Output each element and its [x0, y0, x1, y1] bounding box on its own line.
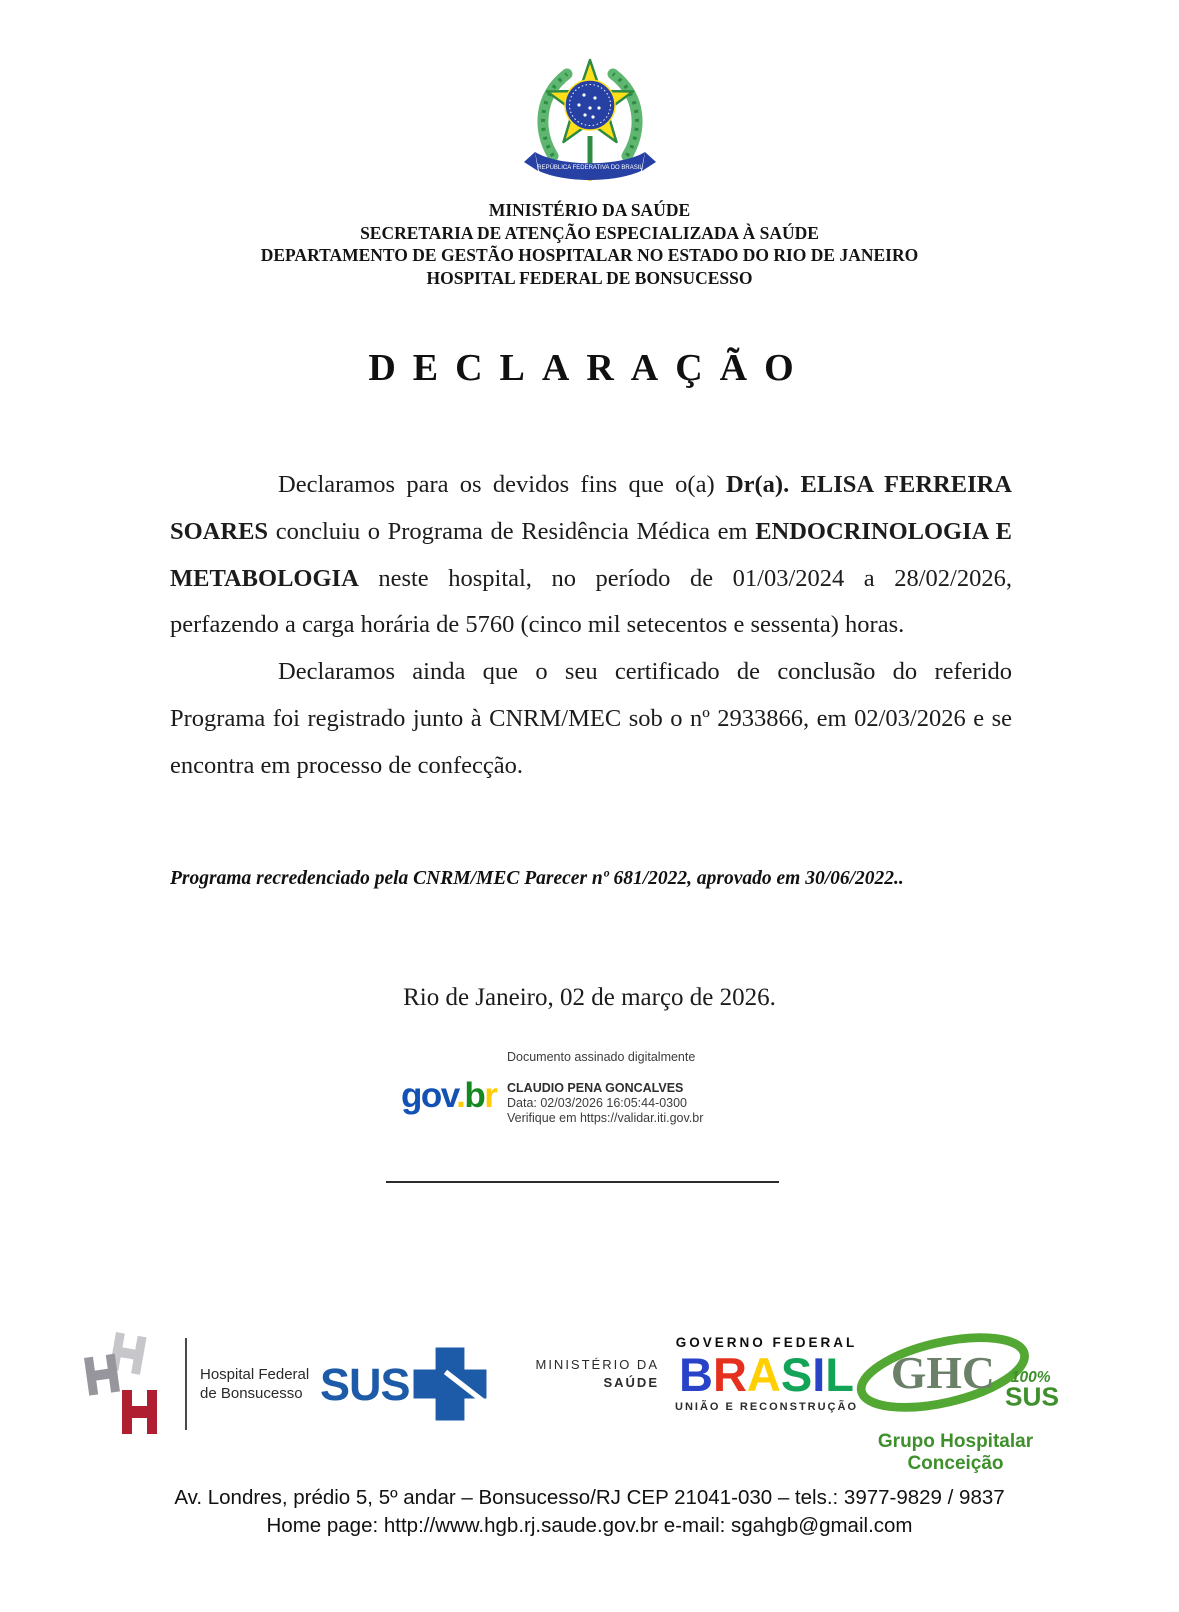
brasil-letter-r: R — [712, 1348, 747, 1401]
letterhead — [0, 199, 1179, 289]
letterhead-line-departamento: DEPARTAMENTO DE GESTÃO HOSPITALAR NO ESTADO DO RIO DE JANEIRO — [260, 245, 919, 265]
hfb-label-line1: Hospital Federal — [200, 1366, 310, 1383]
document-body — [170, 462, 1012, 790]
ghc-sus-label: SUS — [1005, 1381, 1058, 1412]
letterhead-line-secretaria: SECRETARIA DE ATENÇÃO ESPECIALIZADA À SAÚDE — [360, 222, 819, 243]
ghc-pct-label: 100% — [1010, 1369, 1051, 1387]
paragraph-2: Declaramos ainda que o seu certificado de conclusão do referido Programa foi registrado junto à CNRM/MEC sob o nº 2933866, em 02/03/2026 e se encontra em processo de confecção. — [170, 658, 1012, 779]
footer-address — [0, 1484, 1179, 1540]
govbr-logo-gov: gov — [401, 1076, 457, 1115]
brasil-letter-a: A — [746, 1348, 781, 1401]
document-title: DECLARAÇÃO — [368, 347, 811, 389]
ministry-label — [527, 1356, 659, 1392]
brasil-wordmark-block — [675, 1335, 858, 1413]
uniao-reconstrucao-label: UNIÃO E RECONSTRUÇÃO — [675, 1401, 859, 1413]
sus-logo — [320, 1346, 488, 1422]
hfb-cube-icon — [80, 1328, 172, 1440]
signature-verify-url: Verifique em https://validar.iti.gov.br — [507, 1111, 704, 1125]
p1-text-3: neste hospital, no período de 01/03/2024 a 28/02/2026, perfazendo a carga horária de 5760 (cinco mil setecentos e sessenta) horas. — [170, 564, 1012, 639]
ministry-line2: SAÚDE — [603, 1375, 659, 1390]
signature-digitally-signed-label: Documento assinado digitalmente — [507, 1050, 696, 1064]
signature-signer-name: CLAUDIO PENA GONCALVES — [507, 1081, 684, 1095]
hfb-label — [200, 1365, 309, 1403]
p1-text-2: concluiu o Programa de Residência Médica em — [268, 517, 756, 545]
brazil-coat-of-arms-icon — [515, 50, 665, 192]
p1-text-1: Declaramos para os devidos fins que o(a) — [278, 471, 726, 498]
hfb-label-line2: de Bonsucesso — [200, 1385, 303, 1402]
accreditation-note: Programa recredenciado pela CNRM/MEC Parecer nº 681/2022, aprovado em 30/06/2022.. — [170, 868, 904, 889]
ghc-acronym: GHC — [890, 1347, 995, 1399]
ghc-group-label: Grupo Hospitalar Conceição — [877, 1431, 1034, 1474]
brasil-letter-s: S — [780, 1348, 813, 1401]
govbr-logo-dot: . — [456, 1076, 465, 1115]
signature-line — [386, 1181, 779, 1183]
signature-date: Data: 02/03/2026 16:05:44-0300 — [507, 1096, 688, 1110]
paragraph-1 — [170, 462, 1012, 649]
brasil-letter-i: I — [812, 1348, 826, 1401]
footer-address-line2: Home page: http://www.hgb.rj.saude.gov.br e-mail: sgahgb@gmail.com — [266, 1514, 913, 1537]
date-line: Rio de Janeiro, 02 de março de 2026. — [403, 984, 776, 1011]
govbr-logo-r: r — [484, 1076, 497, 1115]
sus-logo-text: SUS — [320, 1358, 410, 1410]
sus-cross-icon — [412, 1346, 488, 1422]
brasil-letter-b: B — [679, 1348, 713, 1401]
ghc-logo — [853, 1322, 1058, 1475]
letterhead-line-ministry: MINISTÉRIO DA SAÚDE — [488, 200, 691, 220]
footer-address-line1: Av. Londres, prédio 5, 5º andar – Bonsucesso/RJ CEP 21041-030 – tels.: 3977-9829 / 9837 — [174, 1486, 1005, 1509]
coat-ribbon-text: REPÚBLICA FEDERATIVA DO BRASIL — [536, 165, 643, 171]
govbr-logo-b: b — [464, 1076, 485, 1115]
governo-federal-label: GOVERNO FEDERAL — [675, 1335, 858, 1350]
ghc-ellipse-icon — [853, 1322, 1058, 1424]
brasil-letter-l: L — [825, 1348, 854, 1401]
brasil-wordmark — [675, 1348, 858, 1401]
hfb-divider — [185, 1338, 187, 1430]
ministry-line1: MINISTÉRIO DA — [535, 1357, 659, 1372]
letterhead-line-hospital: HOSPITAL FEDERAL DE BONSUCESSO — [426, 267, 753, 288]
governo-federal-logo — [527, 1335, 858, 1413]
p1-doctor-name: Dr(a). ELISA FERREIRA SOARES — [170, 471, 1012, 545]
p1-specialty: ENDOCRINOLOGIA E METABOLOGIA — [170, 517, 1012, 592]
digital-signature-block — [507, 1050, 703, 1126]
brazil-coat-of-arms — [515, 50, 665, 197]
hfb-logo — [80, 1328, 309, 1440]
govbr-logo — [401, 1078, 496, 1113]
